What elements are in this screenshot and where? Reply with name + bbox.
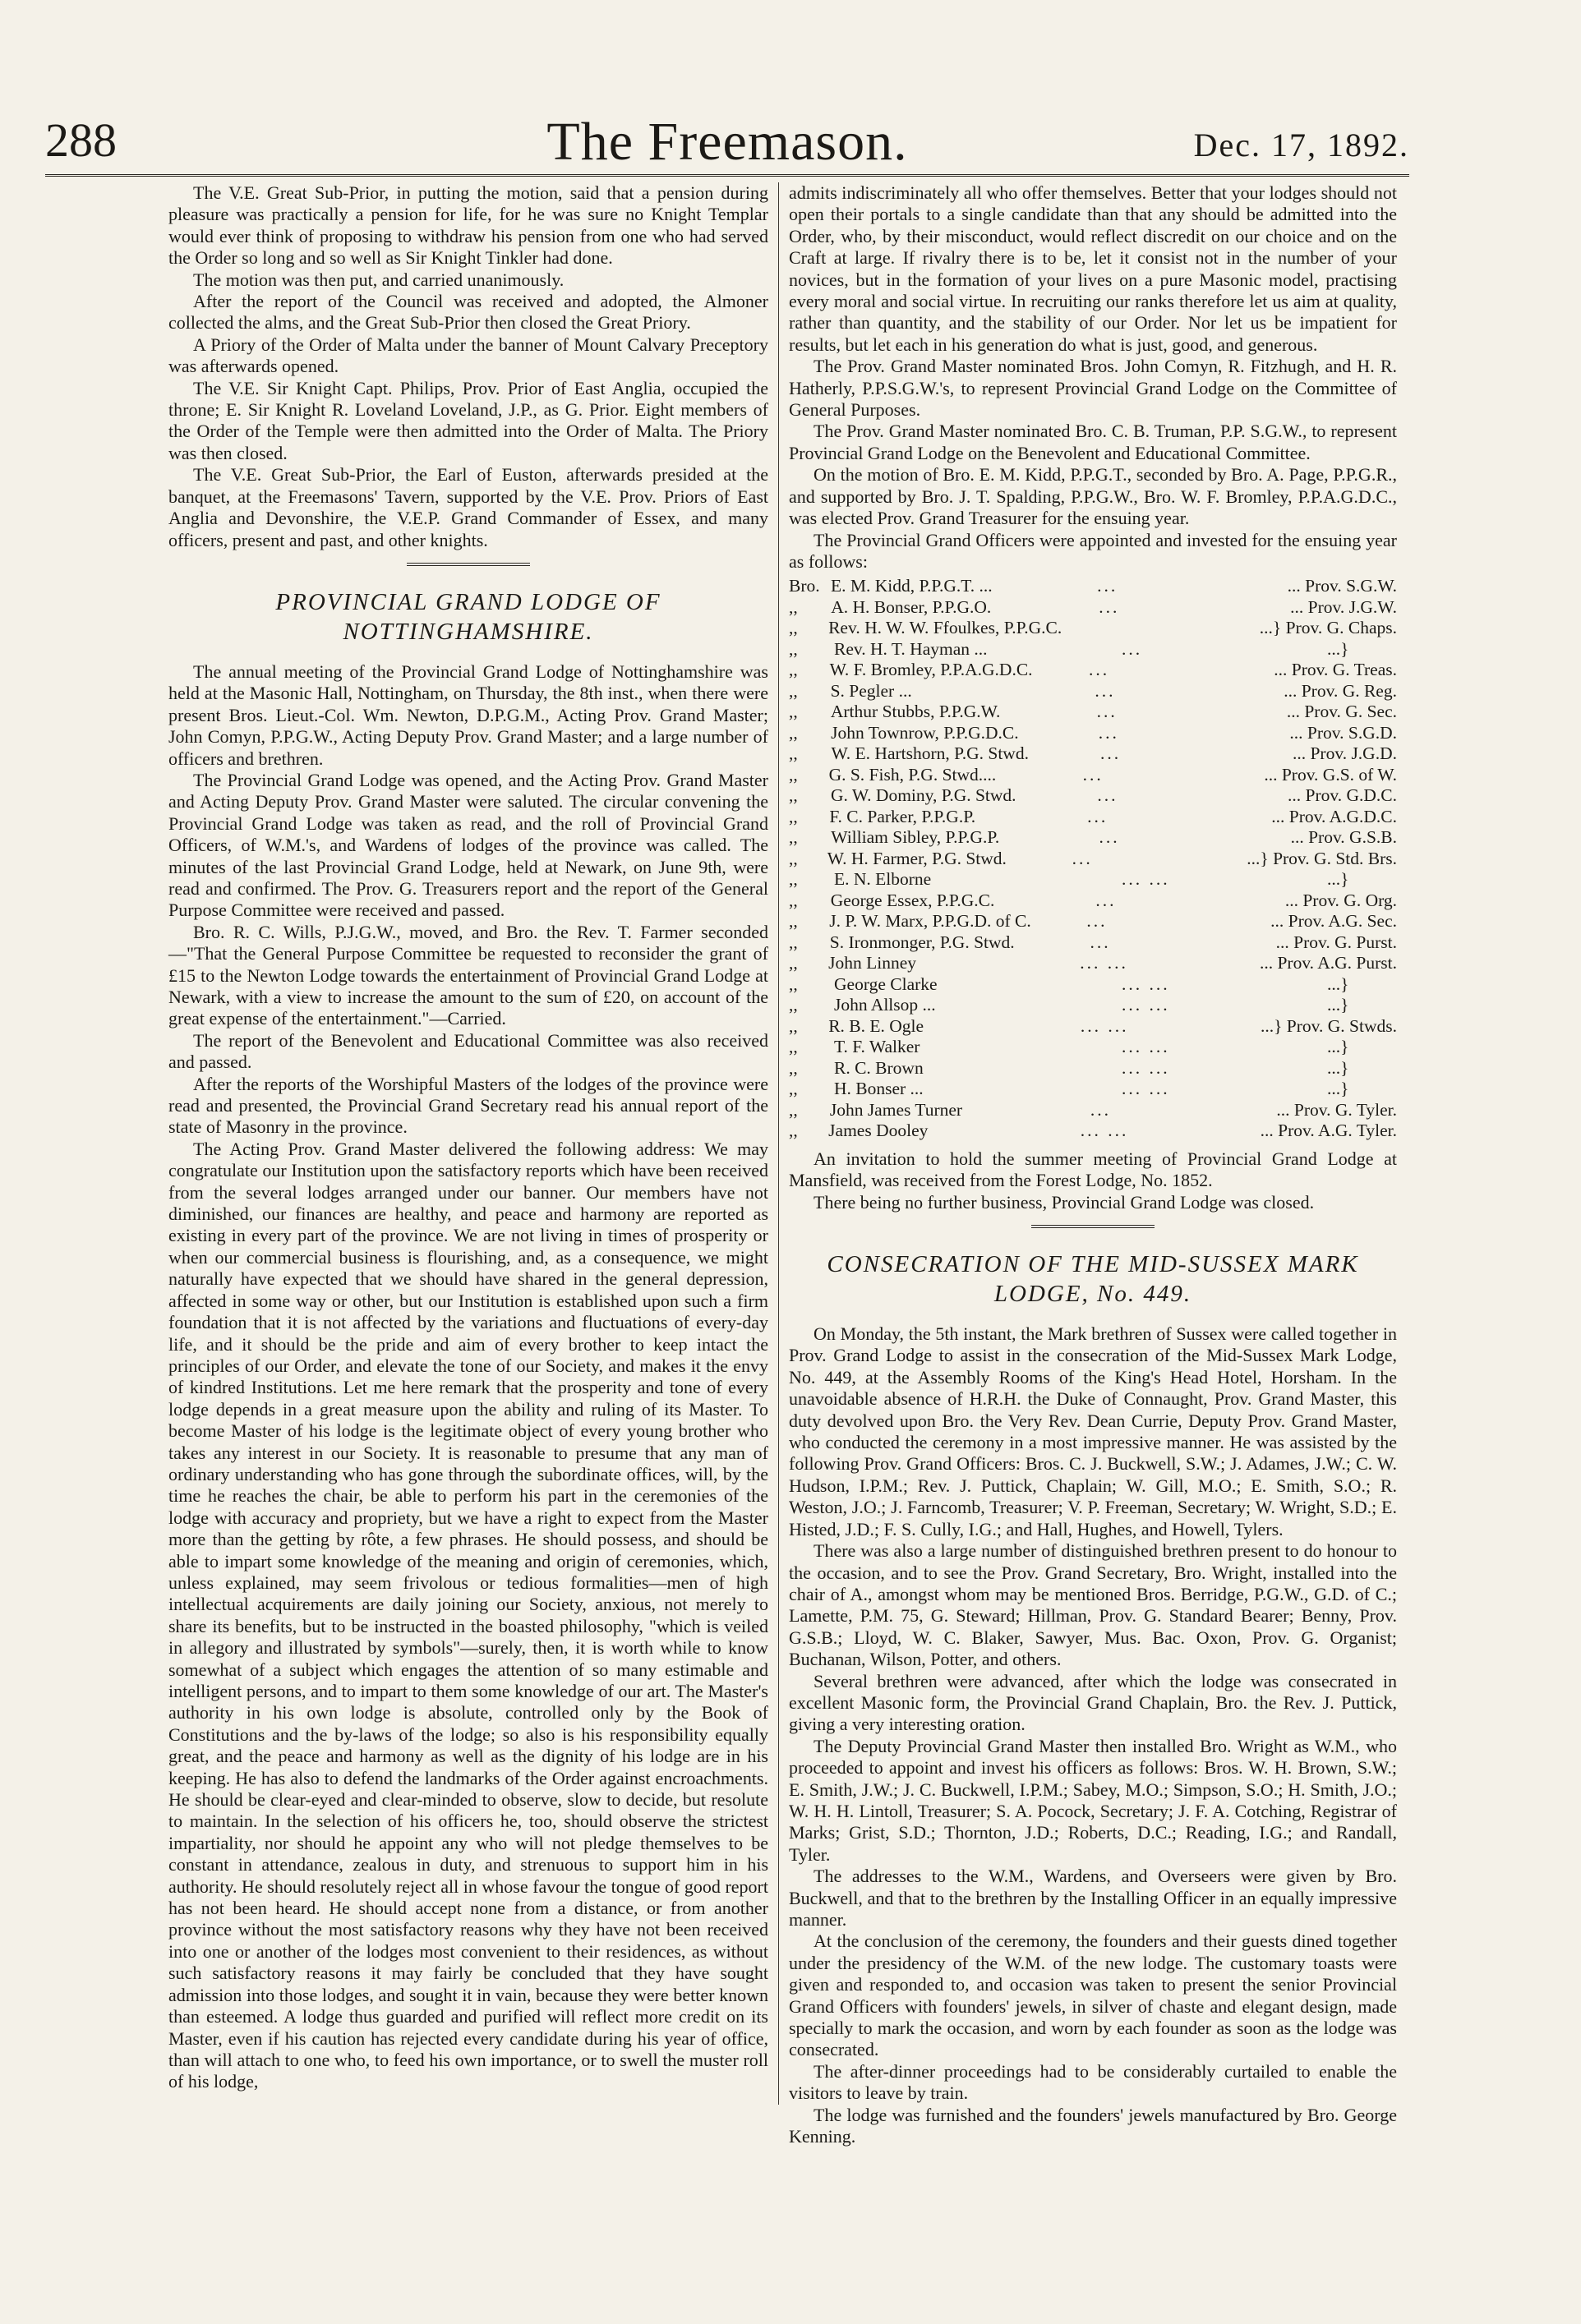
officer-row [789,660,1397,681]
officer-office: ... Prov. A.G.D.C. [1271,806,1397,826]
officer-prefix: ,, [789,973,798,994]
officer-row [789,807,1397,828]
officer-name: William Sibley, P.P.G.P. [831,827,1000,848]
officer-office: ... Prov. G.S. of W. [1264,764,1397,785]
officer-leader: ... [1095,890,1117,910]
officer-office: ... Prov. G. Tyler. [1276,1099,1397,1120]
officer-row [789,618,1397,639]
masthead-title: The Freemason. [546,112,908,172]
officer-name: George Clarke [834,973,938,994]
officer-row [789,576,1397,597]
paragraph: admits indiscriminately all who offer themselves. Better that your lodges should not open their portals to a single candidate than that any should be admitted into the Order, who, by their misconduct, would reflect discredit on our choice and on the Craft at large. If rivalry there is to be, let it consist not in the number of your novices, but in the formation of your lives on a pure Masonic model, practising every moral and social virtue. In recruiting our ranks therefore let us aim at quality, rather than quantity, and the stability of our Order. Nor let us be impatient for results, but let each in his generation do what is just, good, and generous. [789,182,1397,355]
officer-row [789,932,1397,954]
paragraph: An invitation to hold the summer meeting of Provincial Grand Lodge at Mansfield, was received from the Forest Lodge, No. 1852. [789,1148,1397,1191]
officer-name: James Dooley [828,1121,929,1141]
officer-leader: ... ... [1122,869,1170,890]
officer-prefix: ,, [789,995,798,1015]
officer-name: R. C. Brown [834,1057,924,1078]
officer-prefix: ,, [789,743,798,764]
officer-name: Arthur Stubbs, P.P.G.W. [830,702,1001,722]
section-heading-nottinghamshire [168,587,768,647]
paragraph: There was also a large number of distinguished brethren present to do honour to the occasion, and to see the Prov. Grand Secretary, Bro. Wright, installed into the chair of A., amongst whom may be mentioned Bros. Berridge, P.G.W., G.D. of C.; Lamette, P.M. 75, G. Steward; Hillman, Prov. G. Standard Bearer; Benny, Prov. G.S.B.; Lloyd, W. C. Blaker, Sawyer, Mus. Bac. Oxon, Prov. G. Organist; Buchanan, Wilson, Potter, and others. [789,1540,1397,1670]
officer-office: ...} [1327,1037,1349,1057]
officer-row [789,702,1397,723]
paragraph: The after-dinner proceedings had to be considerably curtailed to enable the visitors to leave by train. [789,2060,1397,2104]
paragraph: There being no further business, Provincial Grand Lodge was closed. [814,1191,1315,1213]
officer-name: W. E. Hartshorn, P.G. Stwd. [831,743,1029,764]
officer-row [789,765,1397,786]
officer-office: ...} [1327,638,1349,659]
officer-leader: ... [1095,680,1116,701]
officer-name: T. F. Walker [834,1037,920,1057]
officer-prefix: ,, [789,1121,798,1141]
officer-row [789,827,1397,849]
officer-name: H. Bonser ... [834,1079,924,1099]
officer-prefix: ,, [789,638,798,659]
officer-leader: ... [1087,806,1109,826]
officer-name: A. H. Bonser, P.P.G.O. [831,596,992,617]
officer-prefix: ,, [789,869,798,890]
officer-office: ... Prov. A.G. Purst. [1259,953,1397,973]
officer-name: John James Turner [829,1099,963,1120]
officer-office: ...} [1327,1079,1349,1099]
officer-row [789,785,1397,807]
officer-office: ...} Prov. G. Std. Brs. [1247,848,1397,868]
officer-leader: ... [1097,785,1118,806]
officer-prefix: ,, [789,953,798,973]
officer-leader: ... [1082,764,1104,785]
paragraph: The Provincial Grand Lodge was opened, and the Acting Prov. Grand Master and Acting Deputy Prov. Grand Master were saluted. The circular convening the Provincial Grand Lodge was taken as read, and the roll of Provincial Grand Officers, of W.M.'s, and Wardens of lodges of the province was called. The minutes of the last Provincial Grand Lodge, held at Newark, on June 9th, were read and confirmed. The Prov. G. Treasurers report and the report of the General Purpose Committee were received and passed. [168,769,768,921]
officer-office: ... Prov. G. Reg. [1284,680,1397,701]
right-column [789,182,1397,2147]
officer-office: ... Prov. G. Purst. [1275,932,1397,952]
officer-leader: ... [1096,702,1118,722]
issue-date: Dec. 17, 1892. [1193,127,1409,163]
officer-leader: ... [1100,743,1122,764]
officer-leader: ... [1099,827,1120,848]
officer-prefix: ,, [789,1079,798,1099]
paragraph: Several brethren were advanced, after which the lodge was consecrated in excellent Masonic form, the Provincial Grand Chaplain, Bro. the Rev. J. Puttick, giving a very interesting oration. [789,1670,1397,1735]
officer-leader [1080,618,1260,639]
officer-row [789,995,1397,1016]
officer-prefix: ,, [789,680,798,701]
officer-office: ...} [1327,1057,1349,1078]
officer-name: E. N. Elborne [834,869,932,890]
paragraph: The lodge was furnished and the founders' jewels manufactured by Bro. George Kenning. [789,2104,1397,2147]
paragraph: The motion was then put, and carried unanimously. [193,269,565,290]
officer-name: W. F. Bromley, P.P.A.G.D.C. [829,660,1033,680]
officer-prefix: ,, [789,911,798,932]
paragraph: The V.E. Great Sub-Prior, the Earl of Euston, afterwards presided at the banquet, at the Freemasons' Tavern, supported by the V.E. Prov. Priors of East Anglia and Devonshire, the V.E.P. Grand Commander of Essex, and many officers, present and past, and other knights. [168,464,768,550]
heading-line: CONSECRATION OF THE MID-SUSSEX MARK [827,1251,1359,1278]
paragraph: The annual meeting of the Provincial Grand Lodge of Nottinghamshire was held at the Masonic Hall, Nottingham, on Thursday, the 8th inst., when there were present Bros. Lieut.-Col. Wm. Newton, D.P.G.M., Acting Prov. Grand Master; John Comyn, P.P.G.W., Acting Deputy Prov. Grand Master; and a large number of officers and brethren. [168,660,768,769]
officer-leader: ... ... [1080,953,1128,973]
officer-row [789,1079,1397,1100]
officer-name: G. W. Dominy, P.G. Stwd. [830,785,1016,806]
officer-row [789,849,1397,870]
officer-leader: ... [1072,848,1093,868]
paragraph: The Prov. Grand Master nominated Bro. C. B. Truman, P.P. S.G.W., to represent Provincial Grand Lodge on the Benevolent and Educational Committee. [789,421,1397,463]
page-number: 288 [45,113,117,167]
officer-office: ... Prov. J.G.D. [1292,743,1397,764]
officer-prefix: ,, [789,848,798,868]
officer-prefix: ,, [789,932,798,952]
officer-prefix: ,, [789,1015,798,1036]
officer-name: J. P. W. Marx, P.P.G.D. of C. [829,911,1031,932]
paragraph: The Provincial Grand Officers were appointed and invested for the ensuing year as follows: [789,529,1397,572]
officer-row [789,681,1397,702]
paragraph: Bro. R. C. Wills, P.J.G.W., moved, and Bro. the Rev. T. Farmer seconded—"That the General Purpose Committee be requested to reconsider the grant of £15 to the Newton Lodge towards the entertainment of Provincial Grand Lodge at Newark, with a view to increase the amount to the sum of £20, on account of the great expense of the entertainment."—Carried. [168,921,768,1029]
officer-leader: ... [1097,576,1118,596]
paragraph: On Monday, the 5th instant, the Mark brethren of Sussex were called together in Prov. Grand Lodge to assist in the consecration of the Mid-Sussex Mark Lodge, No. 449, at the Assembly Rooms of the King's Head Hotel, Horsham. In the unavoidable absence of H.R.H. the Duke of Connaught, Prov. Grand Master, this duty devolved upon Bro. the Very Rev. Dean Currie, Deputy Prov. Grand Master, who conducted the ceremony in a most impressive manner. He was assisted by the following Prov. Grand Officers: Bros. C. J. Buckwell, S.W.; J. Adames, J.W.; C. W. Hudson, I.P.M.; Rev. J. Puttick, Chaplain; W. Gill, M.O.; E. Smith, S.O.; R. Weston, J.O.; J. Farncomb, Treasurer; V. P. Freeman, Secretary; W. Wright, S.D.; E. Histed, J.D.; F. S. Cully, I.G.; and Hall, Hughes, and Howell, Tylers. [789,1323,1397,1539]
officer-leader: ... [1098,722,1119,743]
officer-prefix: ,, [789,618,798,638]
officer-office: ... Prov. A.G. Sec. [1270,911,1397,932]
officer-office: ... Prov. S.G.W. [1287,576,1398,596]
officer-office: ...} [1327,973,1349,994]
officer-leader: ... ... [1122,1057,1170,1078]
officer-name: John Linney [828,953,917,973]
officer-row [789,974,1397,996]
heading-line: NOTTINGHAMSHIRE. [343,618,594,645]
heading-line: LODGE, No. 449. [993,1281,1192,1308]
left-column [168,182,768,2093]
officer-name: John Allsop ... [834,995,936,1015]
officer-office: ...} [1327,869,1349,890]
officer-office: ... Prov. S.G.D. [1289,722,1397,743]
paragraph: The Acting Prov. Grand Master delivered the following address: We may congratulate our Institution upon the satisfactory reports which have been received from the several lodges arranged under our banner. Our members have not diminished, our finances are healthy, and peace and harmony are reported as existing in every part of the province. We are not living in times of prosperity or when our commercial business is flourishing, and, as a consequence, we might naturally have expected that we should have shared in the general depression, affected in some way or other, but our Institution is established upon such a firm foundation that it is not affected by the variations and fluctuations of every-day life, and it should be the pride and aim of every brother to keep intact the principles of our Order, and elevate the tone of our Society, and makes it the envy of kindred Institutions. Let me here remark that the prosperity and tone of every lodge depends in a great measure upon the ability and ruling of its Master. To become Master of his lodge is the legitimate object of every young brother who takes any interest in our Society. It is reasonable to presume that any man of ordinary understanding who has gone through the subordinate offices, will, by the time he reaches the chair, be able to perform his part in the ceremonies of the lodge with accuracy and propriety, but we have a right to expect from the Master more than the getting by rôte, a few phrases. He should possess, and should be able to impart some knowledge of the meaning and origin of ceremonies, which, unless explained, may seem frivolous or tedious formalities—men of high intellectual acquirements are daily joining our Society, anxious, not merely to share its benefits, but to be instructed in the boasted philosophy, "which is veiled in allegory and illustrated by symbols"—surely, then, it is worth while to know somewhat of a subject which engages the attention of so many estimable and intelligent persons, and to impart to them some knowledge of our art. The Master's authority in his own lodge is absolute, controlled only by the Book of Constitutions and the by-laws of the lodge; so also is his responsibility equally great, and the peace and harmony as well as the dignity of his lodge are in his keeping. He has also to defend the landmarks of the Order against encroachments. He should be clear-eyed and clear-minded to observe, slow to decide, but resolute to maintain. In the selection of his officers he, too, should observe the strictest impartiality, nor should he appoint any who will not pledge themselves to be constant in attendance, zealous in duty, and strenuous to support him in his authority. He should resolutely reject all in whose favour the tongue of good report has not been heard. He should accept none from a distance, or from another province without the most satisfactory reasons why they have not been received into one or another of the lodges most convenient to their residences, as without such satisfactory reasons it may fairly be concluded that they have sought admission into those lodges, and sought it in vain, because they were better known than esteemed. A lodge thus guarded and purified will reflect more credit on its Master, even if his caution has rejected every candidate during his year of office, than will attach to one who, to feed his own importance, or to swell the muster roll of his lodge, [168,1138,768,2092]
officer-row [789,869,1397,890]
officer-prefix: ,, [789,1099,798,1120]
paragraph: The addresses to the W.M., Wardens, and Overseers were given by Bro. Buckwell, and that to the brethren by the Installing Officer in an equally impressive manner. [789,1866,1397,1930]
officer-leader: ... [1122,638,1143,659]
paragraph: After the reports of the Worshipful Masters of the lodges of the province were read and presented, the Provincial Grand Secretary read his annual report of the state of Masonry in the province. [168,1073,768,1138]
officer-leader: ... ... [1122,1037,1170,1057]
section-heading-mid-sussex [789,1249,1397,1309]
paragraph: On the motion of Bro. E. M. Kidd, P.P.G.T., seconded by Bro. A. Page, P.P.G.R., and supported by Bro. J. T. Spalding, P.P.G.W., Bro. W. F. Bromley, P.P.A.G.D.C., was elected Prov. Grand Treasurer for the ensuing year. [789,464,1397,529]
officer-name: E. M. Kidd, P.P.G.T. ... [830,576,993,596]
paragraph: The report of the Benevolent and Educational Committee was also received and passed. [168,1029,768,1073]
officer-prefix: ,, [789,764,798,785]
officer-leader: ... [1090,932,1111,952]
officer-leader: ... ... [1080,1015,1129,1036]
officer-prefix: ,, [789,702,798,722]
officer-name: Rev. H. T. Hayman ... [834,638,988,659]
paragraph: The Prov. Grand Master nominated Bros. John Comyn, R. Fitzhugh, and H. R. Hatherly, P.P.S.G.W.'s, to represent Provincial Grand Lodge on the Committee of General Purposes. [789,356,1397,421]
section-separator [1031,1225,1155,1231]
officer-office: ...} [1327,995,1349,1015]
officer-office: ... Prov. G. Sec. [1286,702,1397,722]
paragraph: At the conclusion of the ceremony, the founders and their guests dined together under the presidency of the W.M. of the new lodge. The customary toasts were given and responded to, and occasion was taken to present the senior Provincial Grand Officers with founders' jewels, in silver of chaste and elegant design, made specially to mark the occasion, and worn by each founder as soon as the lodge was consecrated. [789,1931,1397,2060]
officer-office: ... Prov. G. Org. [1284,890,1397,910]
officer-office: ... Prov. G. Treas. [1274,660,1397,680]
heading-line: PROVINCIAL GRAND LODGE OF [275,588,661,615]
officer-prefix: ,, [789,806,798,826]
officer-leader: ... ... [1080,1121,1129,1141]
header-rule [45,174,1409,177]
officer-name: R. B. E. Ogle [828,1015,924,1036]
officer-name: G. S. Fish, P.G. Stwd.... [828,764,997,785]
officer-leader: ... ... [1122,1079,1170,1099]
officer-prefix: Bro. [789,576,820,596]
officer-prefix: ,, [789,1057,798,1078]
officer-prefix: ,, [789,660,798,680]
officer-name: John Townrow, P.P.G.D.C. [831,722,1019,743]
officer-prefix: ,, [789,1037,798,1057]
officer-prefix: ,, [789,596,798,617]
officer-office: ... Prov. G.S.B. [1290,827,1397,848]
officer-row [789,911,1397,932]
paragraph: The Deputy Provincial Grand Master then installed Bro. Wright as W.M., who proceeded to appoint and invest his officers as follows: Bros. W. H. Brown, S.W.; E. Smith, J.W.; J. C. Buckwell, I.P.M.; Sabey, M.O.; Simpson, S.O.; H. Smith, J.O.; W. H. H. Lintoll, Treasurer; S. A. Pocock, Secretary; J. F. A. Cotching, Registrar of Marks; Grist, S.D.; Thornton, J.D.; Roberts, D.C.; Reading, I.G.; and Randall, Tyler. [789,1735,1397,1865]
officer-name: Rev. H. W. W. Ffoulkes, P.P.G.C. [828,618,1062,638]
paragraph: A Priory of the Order of Malta under the banner of Mount Calvary Preceptory was afterwards opened. [168,334,768,377]
officer-name: S. Pegler ... [830,680,912,701]
officer-leader: ... [1088,660,1110,680]
officer-name: F. C. Parker, P.P.G.P. [829,806,976,826]
officer-row [789,723,1397,744]
officer-row [789,1121,1397,1142]
officer-leader: ... [1099,596,1120,617]
officer-prefix: ,, [789,785,798,806]
officer-row [789,1058,1397,1079]
officer-prefix: ,, [789,722,798,743]
officer-row [789,953,1397,974]
officer-office: ...} Prov. G. Chaps. [1259,618,1397,638]
officer-office: ... Prov. J.G.W. [1290,596,1397,617]
column-divider [778,182,779,2105]
officer-leader: ... ... [1122,995,1170,1015]
officer-row [789,1100,1397,1121]
section-separator [407,563,530,569]
officer-row [789,1037,1397,1058]
officer-prefix: ,, [789,827,798,848]
officer-office: ... Prov. A.G. Tyler. [1260,1121,1397,1141]
officer-leader: ... [1086,911,1108,932]
officer-row [789,743,1397,765]
officer-name: S. Ironmonger, P.G. Stwd. [829,932,1015,952]
page-header [45,113,1409,171]
officer-row [789,1016,1397,1038]
officer-name: George Essex, P.P.G.C. [830,890,995,910]
officer-name: W. H. Farmer, P.G. Stwd. [827,848,1007,868]
officer-row [789,639,1397,660]
officers-list [789,576,1397,1142]
officer-leader: ... [1090,1099,1112,1120]
paragraph: After the report of the Council was received and adopted, the Almoner collected the alms, and the Great Sub-Prior then closed the Great Priory. [168,291,768,334]
officer-office: ...} Prov. G. Stwds. [1260,1015,1398,1036]
officer-prefix: ,, [789,890,798,910]
officer-office: ... Prov. G.D.C. [1287,785,1397,806]
officer-row [789,890,1397,912]
paragraph: The V.E. Sir Knight Capt. Philips, Prov. Prior of East Anglia, occupied the throne; E. Sir Knight R. Loveland Loveland, J.P., as G. Prior. Eight members of the Order of the Temple were then admitted into the Order of Malta. The Priory was then closed. [168,377,768,463]
officer-leader: ... ... [1122,973,1170,994]
paragraph: The V.E. Great Sub-Prior, in putting the motion, said that a pension during pleasure was practically a pension for life, for he was sure no Knight Templar would ever think of proposing to withdraw his pension from one who had served the Order so long and so well as Sir Knight Tinkler had done. [168,182,768,269]
officer-row [789,597,1397,619]
